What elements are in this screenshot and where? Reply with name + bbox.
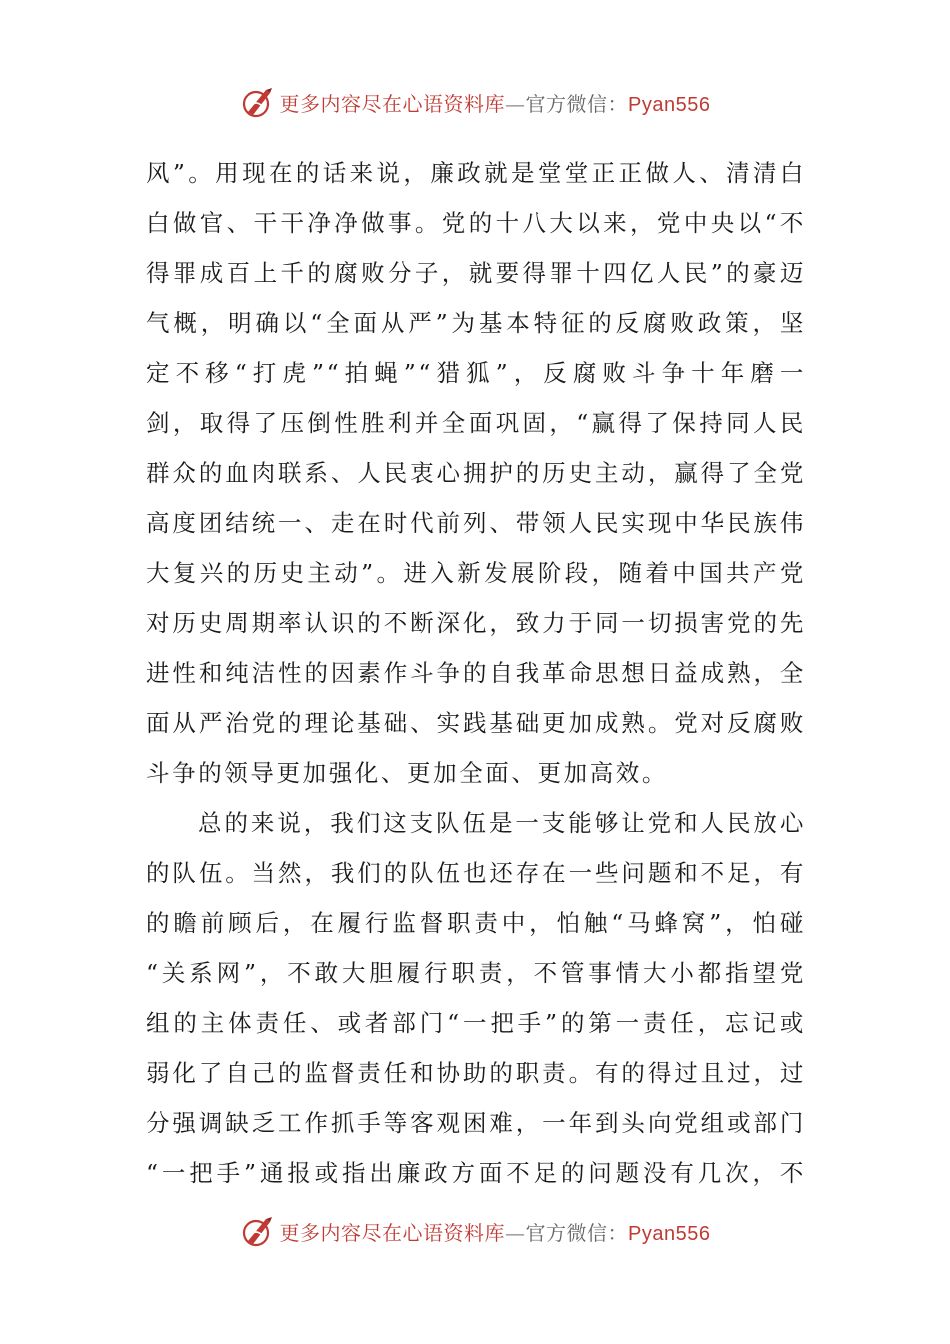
text-line: 总的来说，我们这支队伍是一支能够让党和人民放心: [198, 809, 806, 837]
paragraph-1: [146, 148, 806, 798]
text-line: 弱化了自己的监督责任和协助的职责。有的得过且过，过: [146, 1059, 806, 1087]
text-line: 进性和纯洁性的因素作斗争的自我革命思想日益成熟，全: [146, 659, 806, 687]
banner-dash: —: [505, 1220, 526, 1245]
text-line: 群众的血肉联系、人民衷心拥护的历史主动，赢得了全党: [146, 459, 806, 487]
pen-logo-icon: [240, 84, 276, 120]
text-line: 面从严治党的理论基础、实践基础更加成熟。党对反腐败: [146, 709, 806, 737]
text-line: “一把手”通报或指出廉政方面不足的问题没有几次，不: [146, 1159, 806, 1187]
text-line: 的队伍。当然，我们的队伍也还存在一些问题和不足，有: [146, 859, 806, 887]
text-line: 得罪成百上千的腐败分子，就要得罪十四亿人民”的豪迈: [146, 259, 806, 287]
text-line: 风”。用现在的话来说，廉政就是堂堂正正做人、清清白: [146, 159, 806, 187]
brand-text: 更多内容尽在心语资料库: [279, 1220, 506, 1245]
paragraph-2: [146, 798, 806, 1198]
wechat-label: 官方微信：: [525, 91, 629, 116]
text-line: 剑，取得了压倒性胜利并全面巩固，“赢得了保持同人民: [146, 409, 806, 437]
text-line: 气概，明确以“全面从严”为基本特征的反腐败政策，坚: [146, 309, 806, 337]
text-line: 斗争的领导更加强化、更加全面、更加高效。: [146, 759, 668, 787]
header-banner: [0, 82, 950, 122]
document-body: [146, 148, 806, 1198]
text-line: 高度团结统一、走在时代前列、带领人民实现中华民族伟: [146, 509, 806, 537]
text-line: 的瞻前顾后，在履行监督职责中，怕触“马蜂窝”，怕碰: [146, 909, 806, 937]
text-line: 白做官、干干净净做事。党的十八大以来，党中央以“不: [146, 209, 806, 237]
pen-logo-icon: [240, 1213, 276, 1249]
banner-text: [280, 88, 711, 117]
text-line: 大复兴的历史主动”。进入新发展阶段，随着中国共产党: [146, 559, 806, 587]
footer-banner: [0, 1211, 950, 1251]
brand-text: 更多内容尽在心语资料库: [279, 91, 506, 116]
text-line: “关系网”，不敢大胆履行职责，不管事情大小都指望党: [146, 959, 806, 987]
wechat-id: Pyan556: [628, 1222, 711, 1245]
banner-dash: —: [505, 91, 526, 116]
banner-text: [280, 1217, 711, 1246]
wechat-id: Pyan556: [628, 93, 711, 116]
text-line: 分强调缺乏工作抓手等客观困难，一年到头向党组或部门: [146, 1109, 806, 1137]
text-line: 定不移“打虎”“拍蝇”“猎狐”，反腐败斗争十年磨一: [146, 359, 806, 387]
text-line: 对历史周期率认识的不断深化，致力于同一切损害党的先: [146, 609, 806, 637]
text-line: 组的主体责任、或者部门“一把手”的第一责任，忘记或: [146, 1009, 806, 1037]
wechat-label: 官方微信：: [525, 1220, 629, 1245]
